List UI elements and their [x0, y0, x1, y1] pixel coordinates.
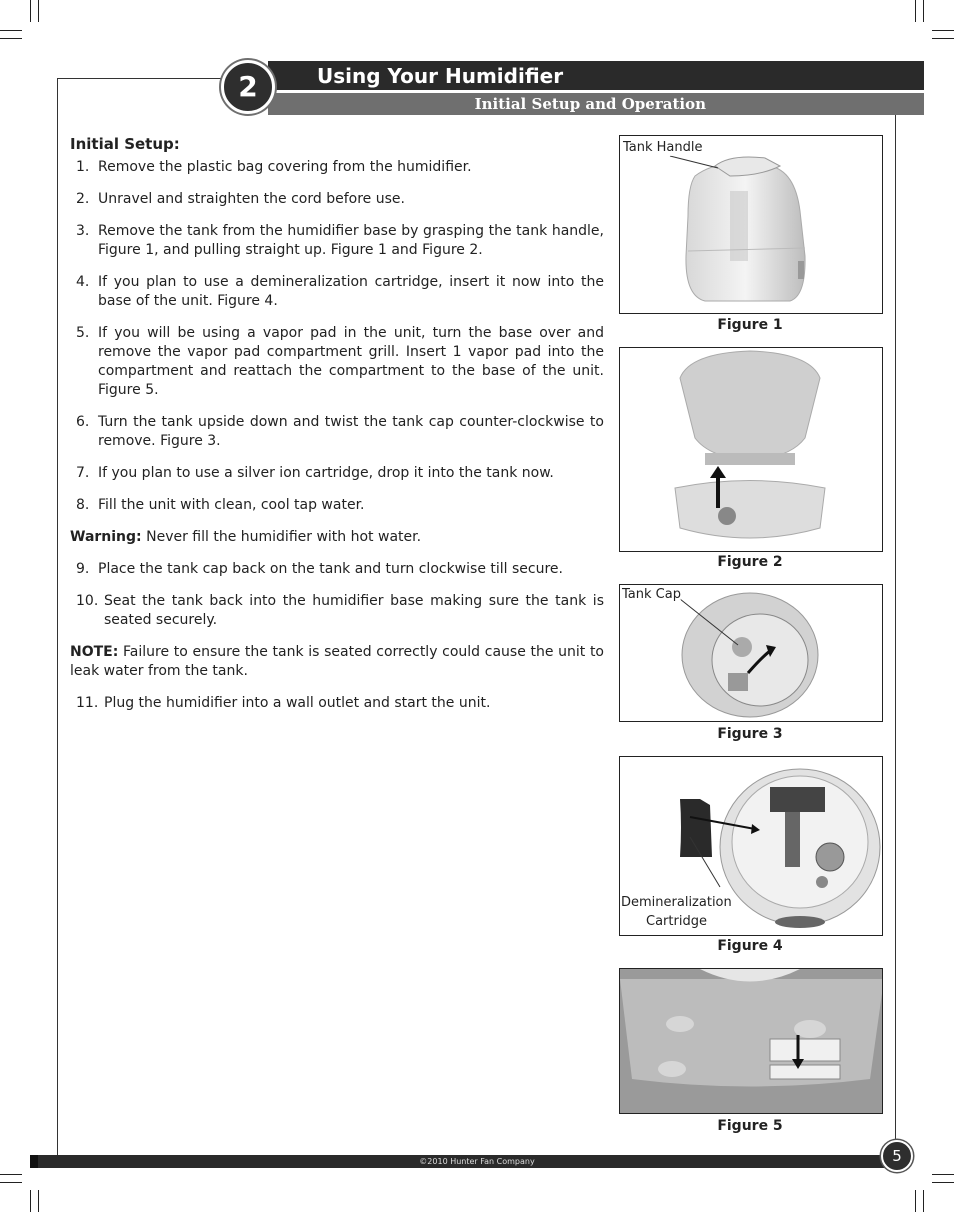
- crop-mark: [0, 1182, 22, 1183]
- step-item: [76, 222, 604, 260]
- step-item: [76, 464, 604, 483]
- copyright-text: ©2010 Hunter Fan Company: [419, 1157, 535, 1166]
- crop-mark: [932, 1174, 954, 1175]
- step-number: 5.: [76, 325, 90, 341]
- step-item: [76, 413, 604, 451]
- crop-mark: [38, 0, 39, 22]
- crop-mark: [30, 1190, 31, 1212]
- step-number: 8.: [76, 497, 90, 513]
- page-frame-top: [57, 78, 227, 79]
- tank-removal-illustration: [620, 348, 882, 551]
- step-number: 11.: [76, 695, 99, 711]
- step-text: If you plan to use a demineralization cartridge, insert it now into the base of the unit. Figure 4.: [98, 274, 604, 309]
- warning-text: Never fill the humidifier with hot water.: [141, 529, 422, 545]
- step-number: 1.: [76, 159, 90, 175]
- instructions: [70, 135, 604, 726]
- tank-cap-illustration: [620, 585, 882, 721]
- step-number: 6.: [76, 414, 90, 430]
- crop-mark: [923, 1190, 924, 1212]
- crop-mark: [0, 38, 22, 39]
- step-number: 9.: [76, 561, 90, 577]
- figure-5-image: [619, 968, 883, 1114]
- demineralization-label-line1: Demineralization: [621, 895, 732, 910]
- crop-mark: [38, 1190, 39, 1212]
- section-title: Initial Setup:: [70, 135, 180, 153]
- tank-cap-label: Tank Cap: [622, 587, 681, 602]
- page-subtitle: Initial Setup and Operation: [474, 95, 706, 113]
- crop-mark: [923, 0, 924, 22]
- figure-1-caption: Figure 1: [717, 317, 783, 333]
- page-number-badge: 5: [881, 1140, 913, 1172]
- step-text: Seat the tank back into the humidifier base making sure the tank is seated securely.: [104, 593, 604, 628]
- crop-mark: [30, 0, 31, 22]
- step-item: [76, 324, 604, 400]
- step-number: 4.: [76, 274, 90, 290]
- warning-label: Warning:: [70, 529, 142, 545]
- crop-mark: [915, 0, 916, 22]
- figure-1-image: [619, 135, 883, 314]
- step-text: Unravel and straighten the cord before use.: [98, 191, 405, 207]
- step-item: [76, 560, 604, 579]
- step-text: Place the tank cap back on the tank and turn clockwise till secure.: [98, 561, 563, 577]
- step-number: 2.: [76, 191, 90, 207]
- note-paragraph: [70, 643, 604, 681]
- step-text: If you plan to use a silver ion cartridge, drop it into the tank now.: [98, 465, 554, 481]
- step-item: [76, 190, 604, 209]
- figure-4-caption: Figure 4: [717, 938, 783, 954]
- step-text: Fill the unit with clean, cool tap water.: [98, 497, 365, 513]
- step-text: Plug the humidifier into a wall outlet and start the unit.: [104, 695, 491, 711]
- warning-paragraph: [70, 528, 604, 547]
- step-text: If you will be using a vapor pad in the unit, turn the base over and remove the vapor pad compartment grill. Insert 1 vapor pad into the compartment and reattach the compartment to the base of the unit. Figure 5.: [98, 325, 604, 398]
- vapor-pad-illustration: [620, 969, 883, 1113]
- demineralization-label-line2: Cartridge: [646, 914, 707, 929]
- step-text: Remove the plastic bag covering from the humidifier.: [98, 159, 472, 175]
- figure-2-caption: Figure 2: [717, 554, 783, 570]
- crop-mark: [932, 38, 954, 39]
- crop-mark: [932, 30, 954, 31]
- step-item: [76, 158, 604, 177]
- tank-handle-label: Tank Handle: [623, 140, 703, 155]
- page-frame-right: [895, 115, 896, 1140]
- step-item: [76, 694, 604, 713]
- page-title: Using Your Humidifier: [317, 64, 564, 88]
- figure-3-caption: Figure 3: [717, 726, 783, 742]
- crop-mark: [0, 30, 22, 31]
- step-item: [76, 273, 604, 311]
- figure-4-image: [619, 756, 883, 936]
- step-item: [76, 592, 604, 630]
- figure-3-image: [619, 584, 883, 722]
- crop-mark: [932, 1182, 954, 1183]
- step-number: 10.: [76, 593, 99, 609]
- step-number: 7.: [76, 465, 90, 481]
- crop-mark: [0, 1174, 22, 1175]
- step-item: [76, 496, 604, 515]
- chapter-number-badge: 2: [221, 60, 275, 114]
- step-text: Turn the tank upside down and twist the tank cap counter-clockwise to remove. Figure 3.: [98, 414, 604, 449]
- page-frame-left: [57, 78, 58, 1155]
- step-number: 3.: [76, 223, 90, 239]
- note-text: Failure to ensure the tank is seated correctly could cause the unit to leak water from the tank.: [70, 644, 604, 679]
- crop-mark: [915, 1190, 916, 1212]
- step-text: Remove the tank from the humidifier base by grasping the tank handle, Figure 1, and pulling straight up. Figure 1 and Figure 2.: [98, 223, 604, 258]
- note-label: NOTE:: [70, 644, 119, 660]
- figure-2-image: [619, 347, 883, 552]
- figure-5-caption: Figure 5: [717, 1118, 783, 1134]
- humidifier-illustration: [620, 136, 882, 313]
